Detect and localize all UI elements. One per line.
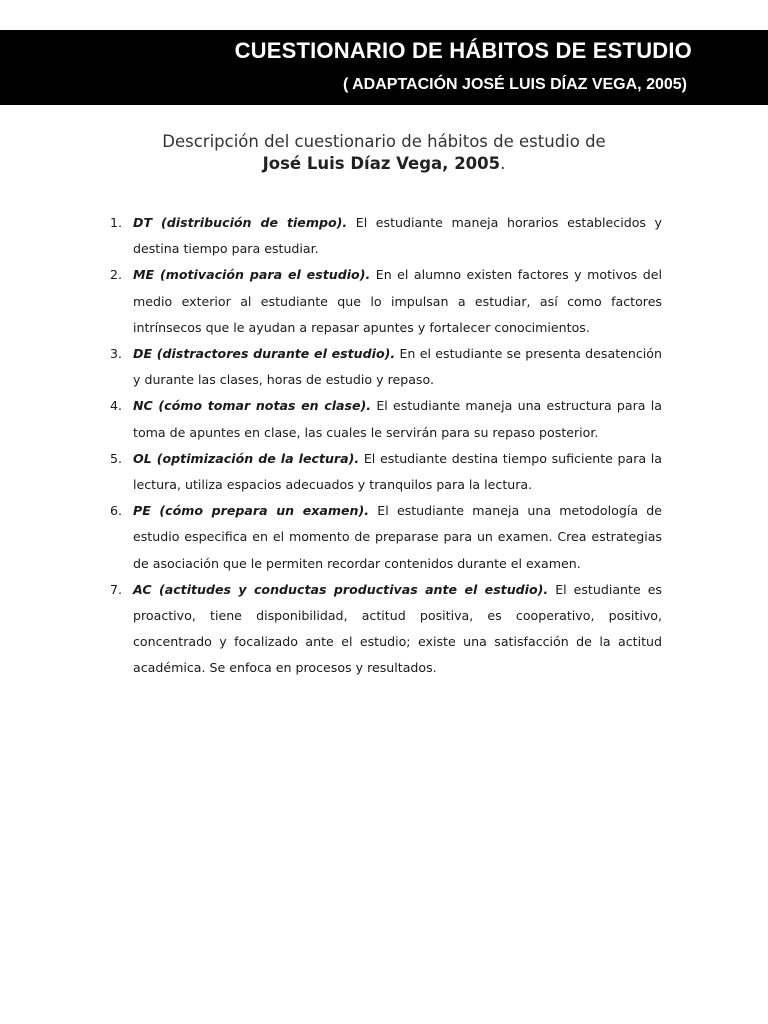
description-line2 bbox=[0, 153, 768, 175]
page-subtitle: ( ADAPTACIÓN JOSÉ LUIS DÍAZ VEGA, 2005) bbox=[342, 76, 687, 93]
list-item bbox=[110, 262, 662, 341]
item-number: 6. bbox=[110, 503, 123, 519]
description-period: . bbox=[500, 154, 506, 173]
list-item bbox=[110, 393, 662, 445]
list-item bbox=[110, 341, 662, 393]
list-item bbox=[110, 446, 662, 498]
item-number: 7. bbox=[110, 581, 123, 597]
item-number: 4. bbox=[110, 398, 123, 414]
item-term: ME (motivación para el estudio). bbox=[133, 267, 371, 283]
list-item bbox=[110, 498, 662, 577]
item-number: 1. bbox=[110, 215, 123, 230]
item-text: El estudiante destina tiempo suficiente para la lectura, utiliza espacios adecuados y tranquilos para la lectura. bbox=[133, 450, 662, 493]
item-term: AC (actitudes y conductas productivas ante el estudio). bbox=[133, 581, 549, 597]
item-number: 5. bbox=[110, 450, 123, 466]
item-text: En el estudiante se presenta desatención y durante las clases, horas de estudio y repaso. bbox=[133, 346, 662, 388]
item-text: El estudiante maneja horarios establecidos y destina tiempo para estudiar. bbox=[133, 215, 662, 257]
description bbox=[0, 131, 768, 175]
page-title: CUESTIONARIO DE HÁBITOS DE ESTUDIO bbox=[234, 38, 692, 63]
list-item bbox=[110, 210, 662, 262]
item-term: DE (distractores durante el estudio). bbox=[133, 346, 396, 362]
list-item bbox=[110, 577, 662, 682]
item-text: El estudiante es proactivo, tiene disponibilidad, actitud positiva, es cooperativo, positivo, concentrado y focalizado ante el estudio; existe una satisfacción de la actitud académica. Se enfoca en procesos y resultados. bbox=[133, 581, 662, 676]
item-term: PE (cómo prepara un examen). bbox=[133, 503, 370, 519]
item-term: NC (cómo tomar notas en clase). bbox=[133, 398, 372, 414]
item-text: El estudiante maneja una metodología de estudio especifica en el momento de preparase para un examen. Crea estrategias de asociación que le permiten recordar contenidos durante el examen. bbox=[133, 503, 662, 571]
item-text: El estudiante maneja una estructura para la toma de apuntes en clase, las cuales le servirán para su repaso posterior. bbox=[133, 398, 662, 440]
item-term: OL (optimización de la lectura). bbox=[133, 450, 360, 466]
item-text: En el alumno existen factores y motivos del medio exterior al estudiante que lo impulsan a estudiar, así como factores intrínsecos que le ayudan a repasar apuntes y fortalecer conocimientos. bbox=[133, 267, 662, 335]
description-author: José Luis Díaz Vega, 2005 bbox=[262, 154, 501, 173]
description-line1: Descripción del cuestionario de hábitos de estudio de bbox=[162, 132, 606, 151]
habit-list bbox=[110, 210, 662, 682]
item-term: DT (distribución de tiempo). bbox=[133, 215, 348, 230]
item-number: 2. bbox=[110, 267, 123, 283]
item-number: 3. bbox=[110, 346, 123, 362]
